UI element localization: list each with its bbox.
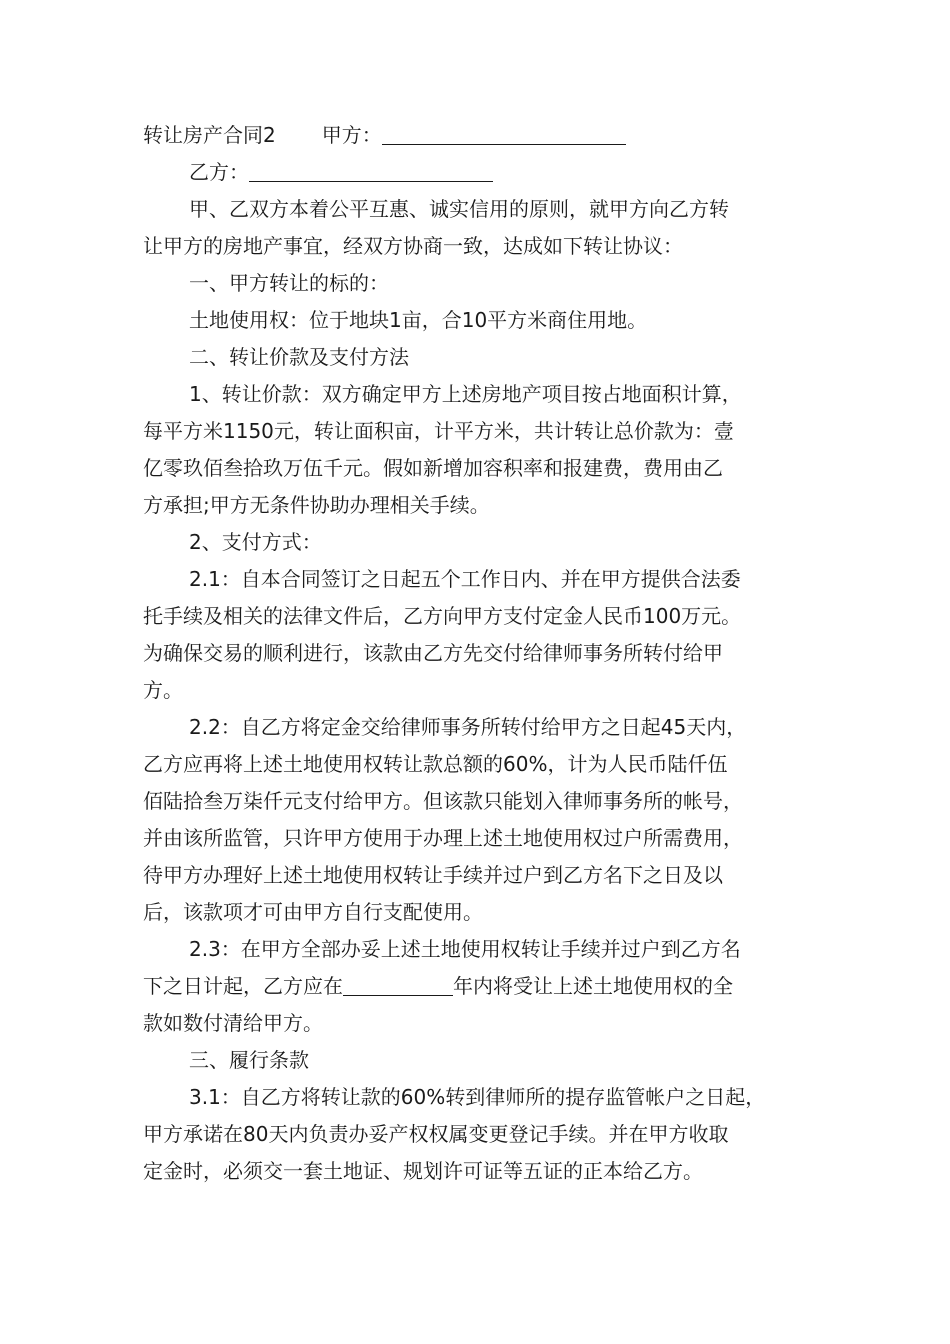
paragraph-line: 2.3：在甲方全部办妥上述土地使用权转让手续并过户到乙方名 bbox=[189, 937, 741, 961]
paragraph-line: 定金时，必须交一套土地证、规划许可证等五证的正本给乙方。 bbox=[143, 1159, 703, 1183]
paragraph-line: 乙方应再将上述土地使用权转让款总额的60%，计为人民币陆仟伍 bbox=[143, 752, 728, 776]
years-blank bbox=[343, 971, 453, 996]
paragraph-line: 托手续及相关的法律文件后，乙方向甲方支付定金人民币100万元。 bbox=[143, 604, 742, 628]
section-heading: 二、转让价款及支付方法 bbox=[189, 345, 409, 369]
paragraph-line: 甲方承诺在80天内负责办妥产权权属变更登记手续。并在甲方收取 bbox=[143, 1122, 729, 1146]
paragraph-line: 后，该款项才可由甲方自行支配使用。 bbox=[143, 900, 483, 924]
paragraph-line: 方承担;甲方无条件协助办理相关手续。 bbox=[143, 493, 490, 517]
paragraph-line: 让甲方的房地产事宜，经双方协商一致，达成如下转让协议： bbox=[143, 234, 683, 258]
paragraph-line: 3.1：自乙方将转让款的60%转到律师所的提存监管帐户之日起， bbox=[189, 1085, 766, 1109]
party-b-line bbox=[143, 154, 823, 191]
party-a-label: 甲方： bbox=[321, 123, 382, 147]
paragraph-line: 佰陆拾叁万柒仟元支付给甲方。但该款只能划入律师事务所的帐号， bbox=[143, 789, 743, 813]
paragraph-line: 2.2：自乙方将定金交给律师事务所转付给甲方之日起45天内， bbox=[189, 715, 747, 739]
paragraph-line: 待甲方办理好上述土地使用权转让手续并过户到乙方名下之日及以 bbox=[143, 863, 723, 887]
party-b-label: 乙方： bbox=[189, 160, 249, 184]
party-a-blank bbox=[382, 120, 626, 145]
paragraph-line: 土地使用权：位于地块1亩，合10平方米商住用地。 bbox=[189, 308, 648, 332]
paragraph-text: 年内将受让上述土地使用权的全 bbox=[453, 974, 733, 998]
title-line bbox=[143, 117, 823, 154]
section-heading: 三、履行条款 bbox=[189, 1048, 309, 1072]
paragraph-line: 亿零玖佰叁拾玖万伍千元。假如新增加容积率和报建费，费用由乙 bbox=[143, 456, 723, 480]
paragraph-line: 为确保交易的顺利进行，该款由乙方先交付给律师事务所转付给甲 bbox=[143, 641, 723, 665]
document-title: 转让房产合同2 bbox=[143, 123, 276, 147]
paragraph-line: 每平方米1150元，转让面积亩，计平方米，共计转让总价款为：壹 bbox=[143, 419, 734, 443]
subsection-heading: 2、支付方式： bbox=[189, 530, 322, 554]
paragraph-line: 2.1：自本合同签订之日起五个工作日内、并在甲方提供合法委 bbox=[189, 567, 741, 591]
party-b-blank bbox=[249, 157, 493, 182]
paragraph-line: 款如数付清给甲方。 bbox=[143, 1011, 323, 1035]
paragraph-line: 甲、乙双方本着公平互惠、诚实信用的原则，就甲方向乙方转 bbox=[189, 197, 729, 221]
paragraph-text: 下之日计起，乙方应在 bbox=[143, 974, 343, 998]
document-body bbox=[143, 117, 823, 1190]
section-heading: 一、甲方转让的标的： bbox=[189, 271, 389, 295]
paragraph-line-with-blank bbox=[143, 968, 823, 1005]
paragraph-line: 并由该所监管，只许甲方使用于办理上述土地使用权过户所需费用， bbox=[143, 826, 743, 850]
paragraph-line: 方。 bbox=[143, 678, 183, 702]
paragraph-line: 1、转让价款：双方确定甲方上述房地产项目按占地面积计算， bbox=[189, 382, 742, 406]
